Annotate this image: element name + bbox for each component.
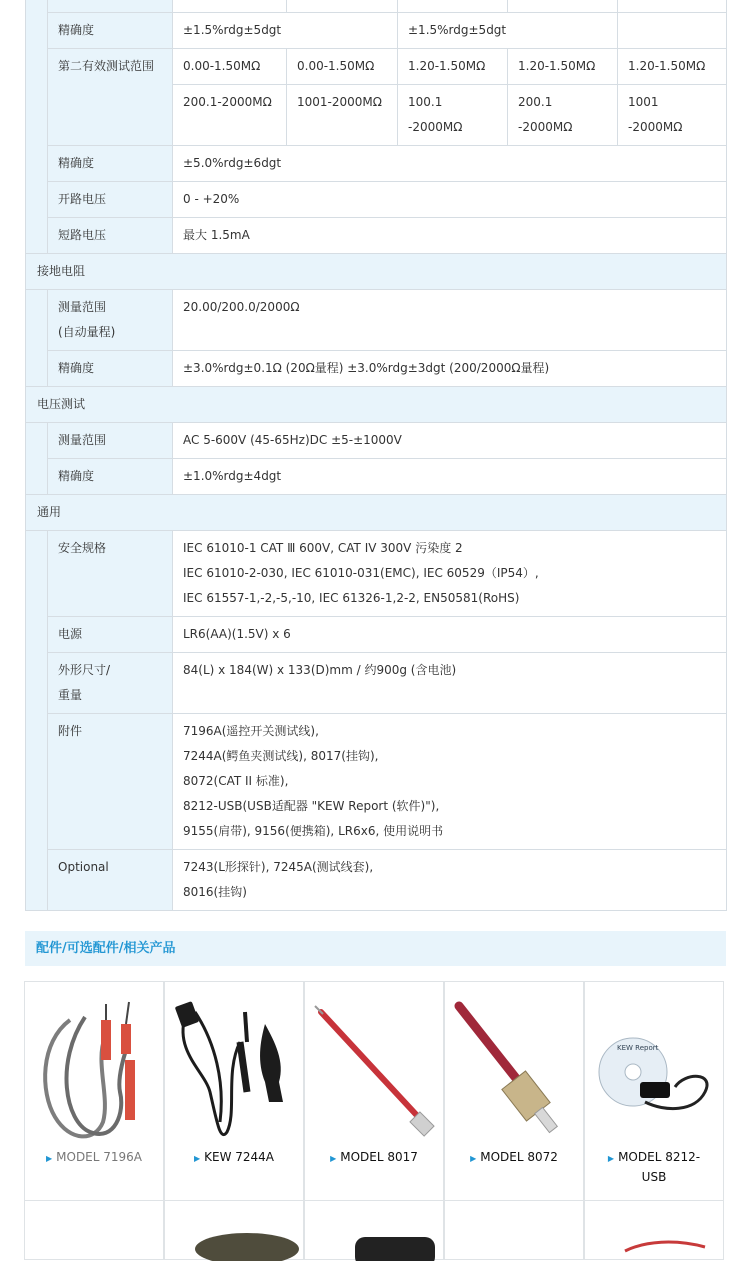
spec-value: 200.1-2000MΩ <box>183 94 272 109</box>
section-title-voltage: 电压测试 <box>26 386 727 422</box>
product-card-8072[interactable] <box>444 981 584 1201</box>
product-card[interactable] <box>24 1200 164 1260</box>
bullet-arrow-icon: ▶ <box>45 1154 53 1163</box>
bullet-arrow-icon: ▶ <box>607 1154 615 1163</box>
spec-value: 8072(CAT II 标准), <box>183 773 289 788</box>
spec-value: IEC 61557-1,-2,-5,-10, IEC 61326-1,2-2, EN50581(RoHS) <box>183 590 520 605</box>
spec-value: 20.00/200.0/2000Ω <box>173 289 727 350</box>
spec-value: 8212-USB(USB适配器 "KEW Report (软件)"), <box>183 798 440 813</box>
spec-value: AC 5-600V (45-65Hz)DC ±5-±1000V <box>173 422 727 458</box>
spec-label: 外形尺寸/ <box>58 662 111 677</box>
spec-value: -2000MΩ <box>518 119 573 134</box>
product-card[interactable] <box>164 1200 304 1260</box>
spec-value: ±3.0%rdg±0.1Ω (20Ω量程) ±3.0%rdg±3dgt (200/2000Ω量程) <box>173 350 727 386</box>
product-link[interactable]: ▶ MODEL 8212- USB <box>607 1150 701 1184</box>
section-title-general: 通用 <box>26 494 727 530</box>
probe-adapter-icon <box>445 982 585 1147</box>
spec-label: 附件 <box>48 713 173 849</box>
test-lead-icon <box>585 1201 725 1261</box>
spec-value: IEC 61010-2-030, IEC 61010-031(EMC), IEC 60529（IP54）, <box>183 565 539 580</box>
spec-value: 7243(L形探针), 7245A(测试线套), <box>183 859 374 874</box>
spec-value: 0.00-1.50MΩ <box>287 48 398 84</box>
spec-value: ±1.5%rdg±5dgt <box>398 12 618 48</box>
spec-value: 100.1 <box>408 94 443 109</box>
spec-value: ±1.5%rdg±5dgt <box>173 12 398 48</box>
spec-value: 1001-2000MΩ <box>297 94 382 109</box>
spec-label: 测量范围 <box>58 299 107 314</box>
spec-table <box>25 0 726 911</box>
bullet-arrow-icon: ▶ <box>470 1154 477 1163</box>
carrying-case-icon <box>305 1201 445 1261</box>
spec-value: -2000MΩ <box>408 119 463 134</box>
product-link[interactable]: ▶ MODEL 8017 <box>330 1150 418 1164</box>
spec-label: 精确度 <box>48 458 173 494</box>
spec-value: 1.20-1.50MΩ <box>398 48 508 84</box>
spec-value: 0.00-1.50MΩ <box>173 48 287 84</box>
spec-value: 200.1 <box>518 94 553 109</box>
spec-value: 0 - +20% <box>173 181 727 217</box>
spec-value: ±5.0%rdg±6dgt <box>173 145 727 181</box>
probe-hook-icon <box>305 982 445 1147</box>
spec-label: 开路电压 <box>48 181 173 217</box>
test-lead-icon <box>25 982 165 1147</box>
product-link[interactable]: ▶ KEW 7244A <box>193 1150 275 1164</box>
related-products-title: 配件/可选配件/相关产品 <box>25 931 726 966</box>
bullet-arrow-icon: ▶ <box>330 1154 337 1163</box>
spec-value: 84(L) x 184(W) x 133(D)mm / 约900g (含电池) <box>173 652 727 713</box>
spec-row-accuracy <box>26 12 727 48</box>
spec-value: 9155(肩带), 9156(便携箱), LR6x6, 使用说明书 <box>183 823 444 838</box>
spec-label: 精确度 <box>48 12 173 48</box>
product-link[interactable]: ▶ MODEL 8072 <box>470 1150 558 1164</box>
spec-label: 重量 <box>58 687 83 702</box>
spec-label: 短路电压 <box>48 217 173 253</box>
usb-adapter-cd-icon <box>585 982 725 1147</box>
section-title-earth: 接地电阻 <box>26 253 727 289</box>
spec-value: 7244A(鳄鱼夹测试线), 8017(挂钩), <box>183 748 379 763</box>
spec-label: Optional <box>48 849 173 910</box>
spec-label: 第二有效测试范围 <box>48 48 173 145</box>
spec-value: 1.20-1.50MΩ <box>618 48 727 84</box>
product-card-8212-usb[interactable] <box>584 981 724 1201</box>
spec-label: 安全规格 <box>48 530 173 616</box>
alligator-clip-lead-icon <box>165 982 305 1147</box>
spec-label: 精确度 <box>48 145 173 181</box>
spec-value: 1001 <box>628 94 659 109</box>
spec-value: 7196A(遥控开关测试线), <box>183 723 319 738</box>
spec-value: 1.20-1.50MΩ <box>508 48 618 84</box>
product-card[interactable] <box>444 1200 584 1260</box>
product-card-8017[interactable] <box>304 981 444 1201</box>
product-card-7196a[interactable] <box>24 981 164 1201</box>
spec-label: 测量范围 <box>48 422 173 458</box>
spec-row-second-range <box>26 48 727 84</box>
spec-value: -2000MΩ <box>628 119 683 134</box>
spec-value: 8016(挂钩) <box>183 884 247 899</box>
spec-label: 精确度 <box>48 350 173 386</box>
cd-label: KEW Report <box>617 1044 659 1052</box>
spec-value: IEC 61010-1 CAT Ⅲ 600V, CAT IV 300V 污染度 2 <box>183 540 463 555</box>
spec-value: ±1.0%rdg±4dgt <box>173 458 727 494</box>
product-card[interactable] <box>304 1200 444 1260</box>
spec-value: LR6(AA)(1.5V) x 6 <box>173 616 727 652</box>
product-card[interactable] <box>584 1200 724 1260</box>
bullet-arrow-icon: ▶ <box>193 1154 201 1163</box>
spec-label: 电源 <box>48 616 173 652</box>
spec-label: (自动量程) <box>58 324 116 339</box>
spec-value: 最大 1.5mA <box>173 217 727 253</box>
product-grid <box>24 981 724 1261</box>
shoulder-strap-icon <box>165 1201 305 1261</box>
product-link[interactable]: ▶ MODEL 7196A <box>45 1150 143 1164</box>
product-card-7244a[interactable] <box>164 981 304 1201</box>
